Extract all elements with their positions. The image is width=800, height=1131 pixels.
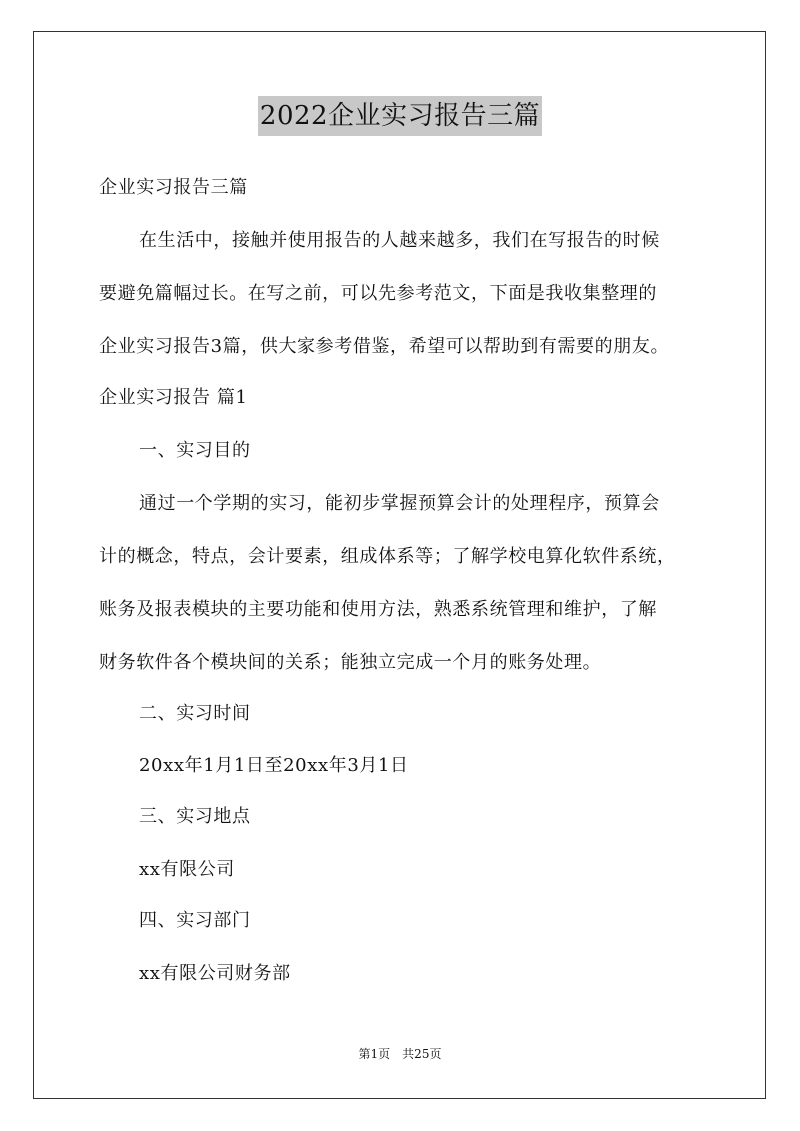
time-value: 20xx年1月1日至20xx年3月1日 [139, 755, 409, 776]
purpose-line-2: 计的概念，特点，会计要素，组成体系等；了解学校电算化软件系统， [99, 546, 676, 567]
purpose-line-3: 账务及报表模块的主要功能和使用方法，熟悉系统管理和维护，了解 [99, 599, 657, 620]
heading-department: 四、实习部门 [139, 910, 251, 931]
document-title: 2022企业实习报告三篇 [258, 96, 542, 136]
page-footer: 第1页 共25页 [358, 1047, 442, 1061]
title-container [0, 96, 800, 136]
subtitle-line: 企业实习报告三篇 [99, 177, 248, 198]
department-value: xx有限公司财务部 [139, 963, 291, 984]
purpose-line-4: 财务软件各个模块间的关系；能独立完成一个月的账务处理。 [99, 652, 602, 673]
heading-location: 三、实习地点 [139, 806, 251, 827]
location-value: xx有限公司 [139, 859, 235, 880]
section-heading-1: 企业实习报告 篇1 [99, 387, 248, 408]
intro-line-3: 企业实习报告3篇，供大家参考借鉴，希望可以帮助到有需要的朋友。 [99, 336, 670, 357]
intro-line-1: 在生活中，接触并使用报告的人越来越多，我们在写报告的时候 [139, 230, 660, 251]
heading-time: 二、实习时间 [139, 703, 251, 724]
purpose-line-1: 通过一个学期的实习，能初步掌握预算会计的处理程序，预算会 [139, 493, 660, 514]
heading-purpose: 一、实习目的 [139, 440, 251, 461]
intro-line-2: 要避免篇幅过长。在写之前，可以先参考范文，下面是我收集整理的 [99, 283, 657, 304]
